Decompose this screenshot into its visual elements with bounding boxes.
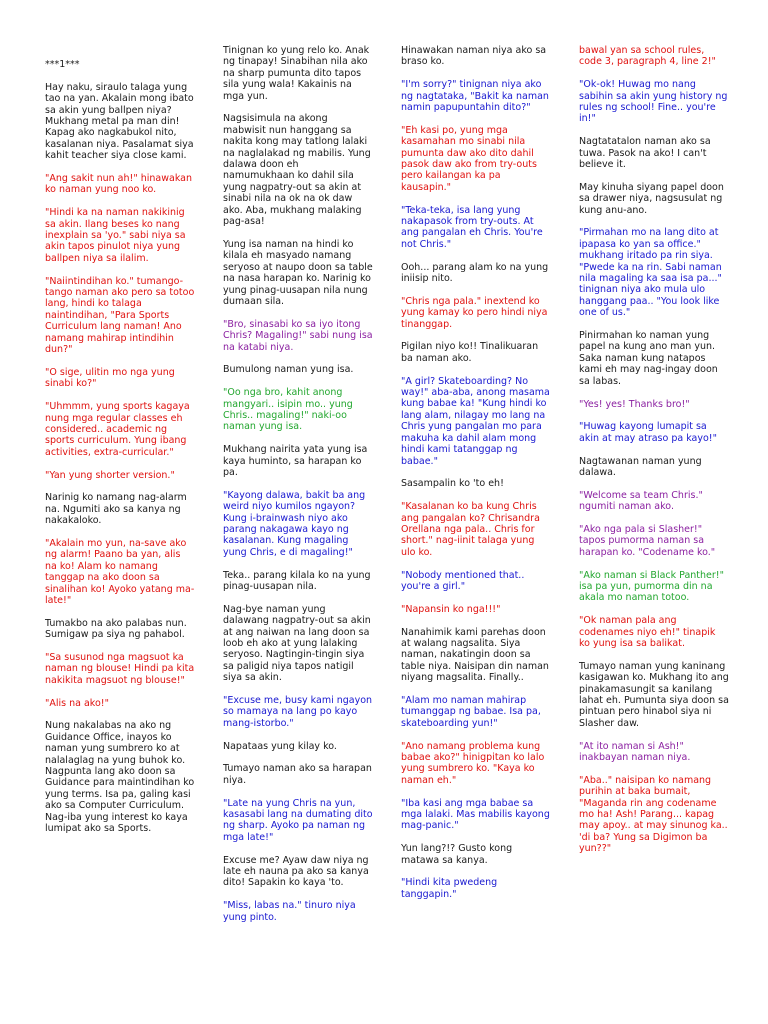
paragraph: Pigilan niyo ko!! Tinalikuaran ba naman ako. [401, 341, 539, 364]
paragraph: Nag-bye naman yung dalawang nagpatry-out sa akin at ang naiwan na lang doon sa loob eh ako at yung lalaking seryoso. Nagtingin-tingin siya sa paligid niya tapos natigil siya sa akin. [223, 603, 371, 684]
paragraph: bawal yan sa school rules, code 3, paragraph 4, line 2!" [579, 45, 716, 68]
paragraph: "Hindi ka na naman nakikinig sa akin. Ilang beses ko nang inexplain sa 'yo." sabi niya sa akin tapos pinulot niya yung ballpen niya sa ilalim. [45, 207, 186, 264]
paragraph: "Ok-ok! Huwag mo nang sabihin sa akin yung history ng rules ng school! Fine.. you're in!" [579, 79, 728, 125]
paragraph: "Iba kasi ang mga babae sa mga lalaki. Mas mabilis kayong mag-panic." [401, 797, 550, 832]
paragraph: Tumayo naman ako sa harapan niya. [223, 763, 372, 786]
paragraph: Napataas yung kilay ko. [223, 740, 337, 752]
text-column-3 [401, 45, 551, 912]
paragraph: "Teka-teka, isa lang yung nakapasok from try-outs. At ang pangalan eh Chris. You're not Chris." [401, 204, 543, 250]
paragraph: "Akalain mo yun, na-save ako ng alarm! Paano ba yan, alis na ko! Alam ko namang tanggap na ako doon sa sinalihan ko! Ayoko yatang ma-late!" [45, 537, 195, 606]
paragraph: Pinirmahan ko naman yung papel na kung ano man yun. Saka naman kung natapos kami eh may nag-ingay doon sa labas. [579, 330, 718, 387]
paragraph: "At ito naman si Ash!" inakbayan naman niya. [579, 740, 691, 763]
paragraph: "Huwag kayong lumapit sa akin at may atraso pa kayo!" [579, 421, 717, 444]
paragraph: Narinig ko namang nag-alarm na. Ngumiti ako sa kanya ng nakakaloko. [45, 492, 187, 527]
paragraph: Nung nakalabas na ako ng Guidance Office, inayos ko naman yung sumbrero ko at nalalaglag na yung buhok ko. Nagpunta lang ako doon sa Guidance para maintindihan ko yung terms. Isa pa, galing kasi ako sa Computer Curriculum. Nag-iba yung interest ko kaya lumipat ako sa Sports. [45, 720, 195, 835]
paragraph: "Ako naman si Black Panther!" isa pa yun, pumorma din na akala mo naman totoo. [579, 569, 724, 604]
text-column-2 [223, 45, 373, 934]
paragraph: "Sa susunod nga magsuot ka naman ng blouse! Hindi pa kita nakikita magsuot ng blouse!" [45, 651, 195, 686]
paragraph: "Chris nga pala." inextend ko yung kamay ko pero hindi niya tinanggap. [401, 295, 548, 330]
paragraph: Tumayo naman yung kaninang kasigawan ko. Mukhang ito ang pinakamasungit sa kanilang lahat eh. Pumunta siya doon sa pintuan pero hinabol siya ni Slasher daw. [579, 660, 729, 729]
paragraph: "Kayong dalawa, bakit ba ang weird niyo kumilos ngayon? Kung i-brainwash niyo ako parang nakagawa kayo ng kasalanan. Kung magaling yung Chris, e di magaling!" [223, 489, 366, 558]
paragraph: Nagsisimula na akong mabwisit nun hanggang sa nakita kong may tatlong lalaki na naglalakad ng mabilis. Yung dalawa doon eh namumukhaan ko dahil sila yung nagpatry-out sa akin at sinabi nila na ok na ok daw ako. Aba, mukhang malaking pag-asa! [223, 113, 371, 228]
paragraph: Excuse me? Ayaw daw niya ng late eh nauna pa ako sa kanya dito! Sapakin ko kaya 'to. [223, 854, 369, 889]
paragraph: Yun lang?!? Gusto kong matawa sa kanya. [401, 843, 513, 866]
paragraph: "Uhmmm, yung sports kagaya nung mga regular classes eh considered.. academic ng sports curriculum. Yung ibang activities, extra-curricular." [45, 401, 190, 458]
paragraph: "Naiintindihan ko." tumango-tango naman ako pero sa totoo lang, hindi ko talaga naintindihan, "Para Sports Curriculum lang naman! Ano namang mahirap intindihin dun?" [45, 275, 195, 356]
paragraph: "Nobody mentioned that.. you're a girl." [401, 569, 525, 592]
paragraph: Ooh... parang alam ko na yung iniisip nito. [401, 261, 549, 285]
paragraph: Tinignan ko yung relo ko. Anak ng tinapay! Sinabihan nila ako na sharp pumunta dito tapos sila yung wala! Kakainis na mga yun. [223, 45, 370, 102]
paragraph: "A girl? Skateboarding? No way!" aba-aba, anong masama kung babae ka! "Kung hindi ko lang alam, nilagay mo lang na Chris yung pangalan mo para makuha ka dahil alam mong hindi kami tatanggap ng babae." [401, 375, 550, 467]
paragraph: Teka.. parang kilala ko na yung pinag-uusapan nila. [223, 569, 371, 592]
paragraph: "O sige, ulitin mo nga yung sinabi ko?" [45, 366, 175, 390]
paragraph: "Hindi kita pwedeng tanggapin." [401, 877, 498, 900]
paragraph: "Napansin ko nga!!!" [401, 603, 501, 615]
paragraph: "Welcome sa team Chris." ngumiti naman ako. [579, 489, 703, 513]
paragraph: Nagtawanan naman yung dalawa. [579, 455, 702, 478]
paragraph: "Ang sakit nun ah!" hinawakan ko naman yung noo ko. [45, 173, 192, 196]
text-column-1 [45, 59, 195, 846]
paragraph: "Kasalanan ko ba kung Chris ang pangalan ko? Chrisandra Orellana nga pala.. Chris for short." nag-iinit talaga yung ulo ko. [401, 501, 540, 558]
paragraph: May kinuha siyang papel doon sa drawer niya, nagsusulat ng kung anu-ano. [579, 181, 724, 216]
paragraph: Yung isa naman na hindi ko kilala eh masyado namang seryoso at naupo doon sa table na nasa harapan ko. Narinig ko yung pinag-uusapan nila nung dumaan sila. [223, 238, 373, 307]
paragraph: "Alis na ako!" [45, 697, 109, 709]
paragraph: "Ako nga pala si Slasher!" tapos pumorma naman sa harapan ko. "Codename ko." [579, 523, 716, 558]
paragraph: "Late na yung Chris na yun, kasasabi lang na dumating dito ng sharp. Ayoko pa naman ng mga late!" [223, 797, 373, 843]
paragraph: Bumulong naman yung isa. [223, 364, 354, 376]
paragraph: Nanahimik kami parehas doon at walang nagsalita. Siya naman, nakatingin doon sa table niya. Naisipan din naman niyang magsalita. Finally.. [401, 626, 549, 684]
paragraph: "Bro, sinasabi ko sa iyo itong Chris? Magaling!" sabi nung isa na katabi niya. [223, 318, 373, 353]
paragraph: Hinawakan naman niya ako sa braso ko. [401, 45, 547, 68]
paragraph: "Aba.." naisipan ko namang purihin at baka bumait, "Maganda rin ang codename mo ha! Ash! Parang... kapag may apoy.. at may sinunog ka.. 'di ba? Yung sa Digimon ba yun??" [579, 774, 728, 855]
paragraph: "Oo nga bro, kahit anong mangyari.. isipin mo.. yung Chris.. magaling!" naki-oo naman yung isa. [223, 387, 353, 433]
paragraph: "I'm sorry?" tinignan niya ako ng nagtataka, "Bakit ka naman namin papupuntahin dito?" [401, 79, 549, 114]
text-column-4 [579, 45, 729, 866]
paragraph: "Alam mo naman mahirap tumanggap ng babae. Isa pa, skateboarding yun!" [401, 694, 541, 729]
paragraph: ***1*** [45, 59, 80, 70]
paragraph: "Yes! yes! Thanks bro!" [579, 398, 690, 410]
paragraph: "Ok naman pala ang codenames niyo eh!" tinapik ko yung isa sa balikat. [579, 615, 716, 649]
paragraph: Sasampalin ko 'to eh! [401, 478, 504, 490]
paragraph: "Excuse me, busy kami ngayon so mamaya na lang po kayo mang-istorbo." [223, 695, 373, 729]
paragraph: "Ano namang problema kung babae ako?" hinigpitan ko lalo yung sumbrero ko. "Kaya ko naman eh." [401, 740, 545, 786]
paragraph: Nagtatatalon naman ako sa tuwa. Pasok na ako! I can't believe it. [579, 136, 711, 171]
paragraph: "Eh kasi po, yung mga kasamahan mo sinabi nila pumunta daw ako dito dahil pasok daw ako from try-outs pero kailangan ka pa kausapin." [401, 124, 537, 193]
paragraph: "Yan yung shorter version." [45, 469, 175, 481]
paragraph: Hay naku, siraulo talaga yung tao na yan. Akalain mong ibato sa akin yung ballpen niya? Mukhang metal pa man din! Kapag ako nagkabukol nito, kasalanan niya. Pasalamat siya kahit teacher siya close kami. [45, 81, 194, 162]
paragraph: "Miss, labas na." tinuro niya yung pinto. [223, 900, 356, 923]
paragraph: Tumakbo na ako palabas nun. Sumigaw pa siya ng pahabol. [45, 617, 187, 641]
paragraph: Mukhang nairita yata yung isa kaya huminto, sa harapan ko pa. [223, 444, 368, 478]
paragraph: "Pirmahan mo na lang dito at ipapasa ko yan sa office." mukhang iritado pa rin siya. "Pwede ka na rin. Sabi naman nila magaling ka saa isa pa..." tinignan niya ako mula ulo hanggang paa.. "You look like one of us." [579, 227, 722, 319]
